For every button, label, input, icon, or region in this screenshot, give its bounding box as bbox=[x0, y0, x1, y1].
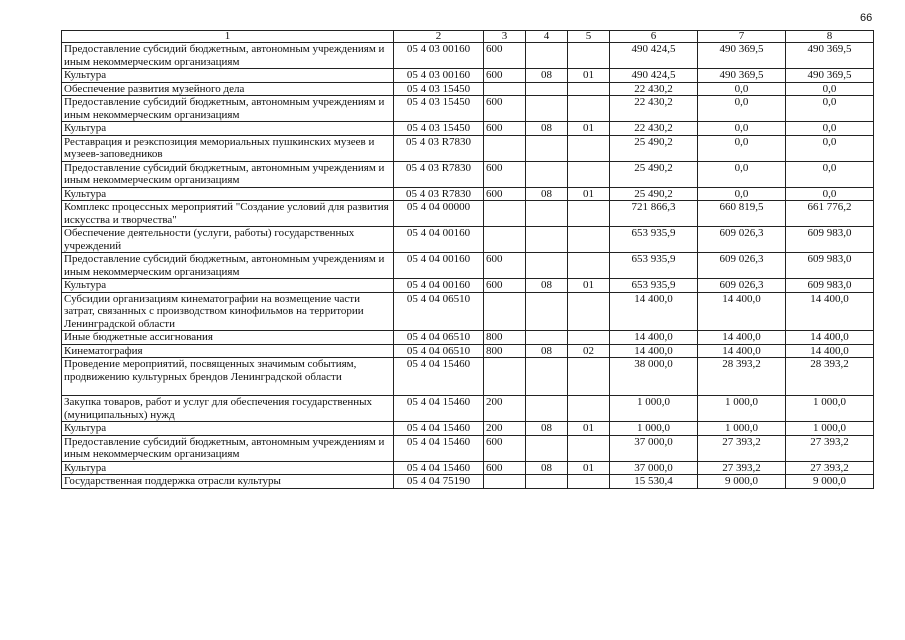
budget-table bbox=[61, 30, 874, 489]
table-cell-type bbox=[484, 227, 526, 253]
table-cell-section bbox=[526, 227, 568, 253]
table-cell-type: 800 bbox=[484, 331, 526, 345]
table-cell-name: Иные бюджетные ассигнования bbox=[62, 331, 394, 345]
table-cell-section: 08 bbox=[526, 279, 568, 293]
table-row bbox=[62, 201, 874, 227]
table-cell-subsection bbox=[568, 358, 610, 396]
table-cell-value: 0,0 bbox=[786, 122, 874, 136]
table-cell-type: 600 bbox=[484, 187, 526, 201]
table-cell-code: 05 4 03 R7830 bbox=[394, 187, 484, 201]
table-cell-type: 600 bbox=[484, 253, 526, 279]
table-cell-name: Предоставление субсидий бюджетным, автономным учреждениям и иным некоммерческим организациям bbox=[62, 43, 394, 69]
table-cell-value: 490 424,5 bbox=[610, 69, 698, 83]
table-cell-type: 600 bbox=[484, 96, 526, 122]
column-header: 3 bbox=[484, 31, 526, 43]
table-cell-subsection bbox=[568, 475, 610, 489]
table-cell-section bbox=[526, 396, 568, 422]
table-cell-value: 490 369,5 bbox=[698, 69, 786, 83]
table-cell-subsection bbox=[568, 201, 610, 227]
table-cell-value: 38 000,0 bbox=[610, 358, 698, 396]
table-cell-value: 653 935,9 bbox=[610, 227, 698, 253]
table-cell-code: 05 4 04 15460 bbox=[394, 422, 484, 436]
table-row bbox=[62, 475, 874, 489]
table-cell-type: 600 bbox=[484, 122, 526, 136]
column-header-row bbox=[62, 31, 874, 43]
table-cell-section bbox=[526, 201, 568, 227]
table-cell-type bbox=[484, 82, 526, 96]
table-cell-value: 0,0 bbox=[786, 187, 874, 201]
table-row bbox=[62, 122, 874, 136]
table-cell-section bbox=[526, 435, 568, 461]
table-cell-value: 14 400,0 bbox=[786, 331, 874, 345]
table-cell-code: 05 4 04 15460 bbox=[394, 358, 484, 396]
table-cell-code: 05 4 03 R7830 bbox=[394, 135, 484, 161]
table-cell-value: 22 430,2 bbox=[610, 96, 698, 122]
table-cell-subsection: 01 bbox=[568, 422, 610, 436]
table-cell-value: 14 400,0 bbox=[786, 292, 874, 331]
table-cell-section bbox=[526, 475, 568, 489]
table-cell-section bbox=[526, 82, 568, 96]
table-cell-value: 490 369,5 bbox=[786, 43, 874, 69]
table-cell-name: Государственная поддержка отрасли культуры bbox=[62, 475, 394, 489]
table-cell-subsection bbox=[568, 43, 610, 69]
table-cell-code: 05 4 04 06510 bbox=[394, 292, 484, 331]
table-row bbox=[62, 344, 874, 358]
table-cell-value: 0,0 bbox=[786, 96, 874, 122]
table-cell-value: 28 393,2 bbox=[698, 358, 786, 396]
table-cell-subsection: 01 bbox=[568, 461, 610, 475]
table-cell-value: 609 983,0 bbox=[786, 253, 874, 279]
table-cell-subsection bbox=[568, 435, 610, 461]
table-cell-subsection bbox=[568, 253, 610, 279]
table-cell-type: 200 bbox=[484, 422, 526, 436]
table-cell-value: 0,0 bbox=[698, 82, 786, 96]
table-cell-section bbox=[526, 331, 568, 345]
table-cell-value: 653 935,9 bbox=[610, 279, 698, 293]
table-row bbox=[62, 135, 874, 161]
table-cell-name: Культура bbox=[62, 461, 394, 475]
table-cell-section bbox=[526, 253, 568, 279]
table-cell-section: 08 bbox=[526, 422, 568, 436]
table-cell-value: 0,0 bbox=[698, 187, 786, 201]
table-cell-value: 0,0 bbox=[698, 96, 786, 122]
table-cell-section: 08 bbox=[526, 344, 568, 358]
column-header: 7 bbox=[698, 31, 786, 43]
table-cell-code: 05 4 04 00160 bbox=[394, 253, 484, 279]
table-cell-subsection: 01 bbox=[568, 279, 610, 293]
table-cell-name: Кинематография bbox=[62, 344, 394, 358]
column-header: 4 bbox=[526, 31, 568, 43]
table-cell-type: 600 bbox=[484, 43, 526, 69]
table-cell-type: 600 bbox=[484, 435, 526, 461]
table-cell-value: 1 000,0 bbox=[786, 396, 874, 422]
table-cell-value: 14 400,0 bbox=[698, 292, 786, 331]
table-cell-value: 490 369,5 bbox=[698, 43, 786, 69]
table-cell-value: 22 430,2 bbox=[610, 122, 698, 136]
table-cell-type bbox=[484, 201, 526, 227]
table-cell-code: 05 4 04 06510 bbox=[394, 331, 484, 345]
table-cell-subsection: 01 bbox=[568, 69, 610, 83]
table-row bbox=[62, 422, 874, 436]
table-cell-value: 1 000,0 bbox=[698, 422, 786, 436]
table-row bbox=[62, 358, 874, 396]
table-cell-subsection bbox=[568, 292, 610, 331]
table-cell-name: Субсидии организациям кинематографии на возмещение части затрат, связанных с производством кинофильмов на территории Ленинградской области bbox=[62, 292, 394, 331]
table-cell-value: 14 400,0 bbox=[610, 331, 698, 345]
table-cell-value: 25 490,2 bbox=[610, 161, 698, 187]
table-cell-name: Культура bbox=[62, 122, 394, 136]
table-cell-section bbox=[526, 43, 568, 69]
table-cell-code: 05 4 04 06510 bbox=[394, 344, 484, 358]
table-cell-type bbox=[484, 358, 526, 396]
table-cell-value: 37 000,0 bbox=[610, 435, 698, 461]
column-header: 2 bbox=[394, 31, 484, 43]
table-row bbox=[62, 253, 874, 279]
table-cell-name: Предоставление субсидий бюджетным, автономным учреждениям и иным некоммерческим организациям bbox=[62, 253, 394, 279]
page-number: 66 bbox=[860, 12, 873, 24]
table-cell-type: 200 bbox=[484, 396, 526, 422]
table-cell-name: Культура bbox=[62, 422, 394, 436]
table-cell-subsection bbox=[568, 135, 610, 161]
table-row bbox=[62, 227, 874, 253]
table-cell-value: 14 400,0 bbox=[610, 344, 698, 358]
table-cell-value: 27 393,2 bbox=[786, 461, 874, 475]
table-cell-value: 490 369,5 bbox=[786, 69, 874, 83]
table-cell-value: 609 983,0 bbox=[786, 227, 874, 253]
column-header: 6 bbox=[610, 31, 698, 43]
table-cell-code: 05 4 03 15450 bbox=[394, 96, 484, 122]
table-cell-type: 600 bbox=[484, 161, 526, 187]
table-cell-section bbox=[526, 161, 568, 187]
table-cell-value: 0,0 bbox=[698, 161, 786, 187]
table-cell-type: 800 bbox=[484, 344, 526, 358]
table-row bbox=[62, 43, 874, 69]
table-cell-name: Обеспечение деятельности (услуги, работы) государственных учреждений bbox=[62, 227, 394, 253]
table-cell-code: 05 4 03 15450 bbox=[394, 82, 484, 96]
table-cell-value: 22 430,2 bbox=[610, 82, 698, 96]
table-row bbox=[62, 69, 874, 83]
table-cell-value: 490 424,5 bbox=[610, 43, 698, 69]
table-cell-subsection bbox=[568, 161, 610, 187]
table-cell-section bbox=[526, 358, 568, 396]
table-cell-value: 653 935,9 bbox=[610, 253, 698, 279]
table-row bbox=[62, 279, 874, 293]
table-cell-name: Закупка товаров, работ и услуг для обеспечения государственных (муниципальных) нужд bbox=[62, 396, 394, 422]
table-cell-value: 609 026,3 bbox=[698, 227, 786, 253]
table-cell-value: 25 490,2 bbox=[610, 187, 698, 201]
table-cell-value: 14 400,0 bbox=[610, 292, 698, 331]
table-cell-value: 27 393,2 bbox=[698, 435, 786, 461]
table-cell-name: Обеспечение развития музейного дела bbox=[62, 82, 394, 96]
table-cell-name: Предоставление субсидий бюджетным, автономным учреждениям и иным некоммерческим организациям bbox=[62, 435, 394, 461]
column-header: 5 bbox=[568, 31, 610, 43]
table-row bbox=[62, 292, 874, 331]
table-cell-name: Культура bbox=[62, 69, 394, 83]
table-cell-value: 0,0 bbox=[786, 135, 874, 161]
table-cell-value: 0,0 bbox=[698, 122, 786, 136]
table-cell-value: 27 393,2 bbox=[786, 435, 874, 461]
table-cell-value: 15 530,4 bbox=[610, 475, 698, 489]
table-cell-value: 609 983,0 bbox=[786, 279, 874, 293]
table-cell-value: 25 490,2 bbox=[610, 135, 698, 161]
table-cell-subsection: 01 bbox=[568, 187, 610, 201]
table-cell-name: Предоставление субсидий бюджетным, автономным учреждениям и иным некоммерческим организациям bbox=[62, 96, 394, 122]
table-row bbox=[62, 187, 874, 201]
table-row bbox=[62, 396, 874, 422]
table-cell-section bbox=[526, 135, 568, 161]
table-cell-value: 14 400,0 bbox=[698, 331, 786, 345]
table-cell-value: 0,0 bbox=[786, 82, 874, 96]
table-cell-value: 37 000,0 bbox=[610, 461, 698, 475]
table-cell-name: Культура bbox=[62, 279, 394, 293]
table-row bbox=[62, 461, 874, 475]
table-cell-section: 08 bbox=[526, 187, 568, 201]
table-cell-code: 05 4 04 15460 bbox=[394, 461, 484, 475]
table-cell-subsection bbox=[568, 82, 610, 96]
table-cell-subsection bbox=[568, 396, 610, 422]
table-cell-subsection bbox=[568, 96, 610, 122]
column-header: 1 bbox=[62, 31, 394, 43]
table-cell-value: 0,0 bbox=[786, 161, 874, 187]
table-cell-code: 05 4 04 15460 bbox=[394, 435, 484, 461]
table-cell-code: 05 4 03 00160 bbox=[394, 43, 484, 69]
table-cell-type: 600 bbox=[484, 69, 526, 83]
table-cell-value: 660 819,5 bbox=[698, 201, 786, 227]
table-cell-subsection: 01 bbox=[568, 122, 610, 136]
table-cell-code: 05 4 03 15450 bbox=[394, 122, 484, 136]
table-cell-value: 609 026,3 bbox=[698, 279, 786, 293]
table-cell-section: 08 bbox=[526, 69, 568, 83]
table-cell-value: 1 000,0 bbox=[610, 396, 698, 422]
table-cell-name: Культура bbox=[62, 187, 394, 201]
table-cell-section bbox=[526, 292, 568, 331]
table-row bbox=[62, 96, 874, 122]
table-cell-value: 721 866,3 bbox=[610, 201, 698, 227]
table-cell-code: 05 4 03 00160 bbox=[394, 69, 484, 83]
table-cell-name: Комплекс процессных мероприятий "Создание условий для развития искусства и творчества" bbox=[62, 201, 394, 227]
table-cell-subsection bbox=[568, 331, 610, 345]
table-cell-type: 600 bbox=[484, 461, 526, 475]
table-cell-section: 08 bbox=[526, 461, 568, 475]
table-cell-type bbox=[484, 292, 526, 331]
table-cell-name: Предоставление субсидий бюджетным, автономным учреждениям и иным некоммерческим организациям bbox=[62, 161, 394, 187]
column-header: 8 bbox=[786, 31, 874, 43]
table-cell-name: Реставрация и реэкспозиция мемориальных пушкинских музеев и музеев-заповедников bbox=[62, 135, 394, 161]
table-cell-value: 661 776,2 bbox=[786, 201, 874, 227]
table-cell-value: 1 000,0 bbox=[786, 422, 874, 436]
table-cell-code: 05 4 04 00160 bbox=[394, 279, 484, 293]
table-cell-type bbox=[484, 475, 526, 489]
table-cell-value: 28 393,2 bbox=[786, 358, 874, 396]
table-cell-code: 05 4 04 00000 bbox=[394, 201, 484, 227]
table-cell-code: 05 4 04 15460 bbox=[394, 396, 484, 422]
table-cell-type bbox=[484, 135, 526, 161]
table-cell-value: 9 000,0 bbox=[786, 475, 874, 489]
table-cell-subsection bbox=[568, 227, 610, 253]
table-cell-name: Проведение мероприятий, посвященных значимым событиям, продвижению культурных брендов Ленинградской области bbox=[62, 358, 394, 396]
table-cell-value: 9 000,0 bbox=[698, 475, 786, 489]
table-cell-code: 05 4 04 75190 bbox=[394, 475, 484, 489]
table-cell-section bbox=[526, 96, 568, 122]
table-cell-value: 14 400,0 bbox=[786, 344, 874, 358]
table-cell-code: 05 4 03 R7830 bbox=[394, 161, 484, 187]
table-row bbox=[62, 161, 874, 187]
table-cell-value: 14 400,0 bbox=[698, 344, 786, 358]
table-row bbox=[62, 82, 874, 96]
table-cell-subsection: 02 bbox=[568, 344, 610, 358]
table-body bbox=[62, 43, 874, 489]
table-cell-value: 1 000,0 bbox=[698, 396, 786, 422]
table-cell-value: 0,0 bbox=[698, 135, 786, 161]
table-row bbox=[62, 331, 874, 345]
table-cell-value: 1 000,0 bbox=[610, 422, 698, 436]
table-cell-type: 600 bbox=[484, 279, 526, 293]
table-cell-section: 08 bbox=[526, 122, 568, 136]
table-cell-value: 609 026,3 bbox=[698, 253, 786, 279]
table-cell-code: 05 4 04 00160 bbox=[394, 227, 484, 253]
table-row bbox=[62, 435, 874, 461]
table-cell-value: 27 393,2 bbox=[698, 461, 786, 475]
